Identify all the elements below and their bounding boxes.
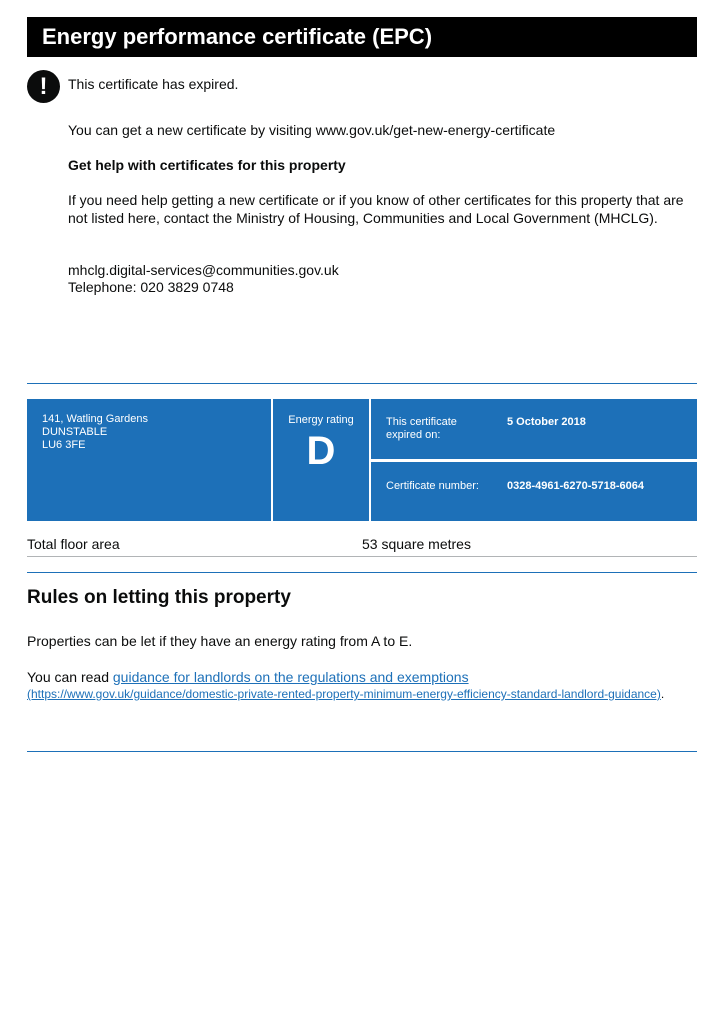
guidance-url[interactable]: (https://www.gov.uk/guidance/domestic-private-rented-property-minimum-energy-efficiency-standard-landlord-guidance) (27, 687, 661, 701)
divider (27, 572, 697, 573)
expiry-label: This certificate expired on: (386, 416, 457, 441)
expiry-panel (371, 399, 697, 459)
energy-rating-value: D (306, 429, 336, 473)
help-telephone: Telephone: 020 3829 0748 (68, 279, 234, 295)
exclamation-icon: ! (27, 70, 60, 103)
floor-area-label: Total floor area (27, 536, 120, 552)
guidance-suffix: . (660, 687, 665, 701)
floor-area-divider (27, 556, 697, 557)
help-body: If you need help getting a new certificate or if you know of other certificates for this property that are not listed here, contact the Ministry of Housing, Communities and Local Government (MHCLG). (68, 192, 684, 226)
address-line-2: DUNSTABLE (42, 426, 108, 438)
new-certificate-text: You can get a new certificate by visiting www.gov.uk/get-new-energy-certificate (68, 122, 556, 138)
guidance-paragraph (27, 668, 469, 686)
address-panel (27, 399, 271, 521)
expired-warning-text: This certificate has expired. (68, 76, 239, 92)
guidance-prefix: You can read (27, 669, 113, 685)
letting-rule-text: Properties can be let if they have an energy rating from A to E. (27, 633, 413, 649)
address-postcode: LU6 3FE (42, 439, 86, 451)
letting-heading: Rules on letting this property (27, 587, 291, 608)
page-title: Energy performance certificate (EPC) (27, 17, 697, 57)
certificate-number-value: 0328-4961-6270-5718-6064 (507, 480, 645, 492)
divider (27, 383, 697, 384)
divider (27, 751, 697, 752)
help-heading: Get help with certificates for this property (68, 157, 346, 173)
floor-area-value: 53 square metres (362, 536, 471, 552)
energy-rating-panel (273, 399, 369, 521)
help-email[interactable]: mhclg.digital-services@communities.gov.uk (68, 262, 339, 278)
guidance-link[interactable]: guidance for landlords on the regulations and exemptions (112, 669, 469, 685)
certificate-number-panel (371, 462, 697, 521)
guidance-url-line (27, 686, 697, 703)
certificate-number-label: Certificate number: (386, 480, 479, 492)
expiry-date: 5 October 2018 (507, 416, 586, 428)
address-line-1: 141, Watling Gardens (42, 413, 148, 425)
energy-rating-label: Energy rating (288, 414, 354, 426)
